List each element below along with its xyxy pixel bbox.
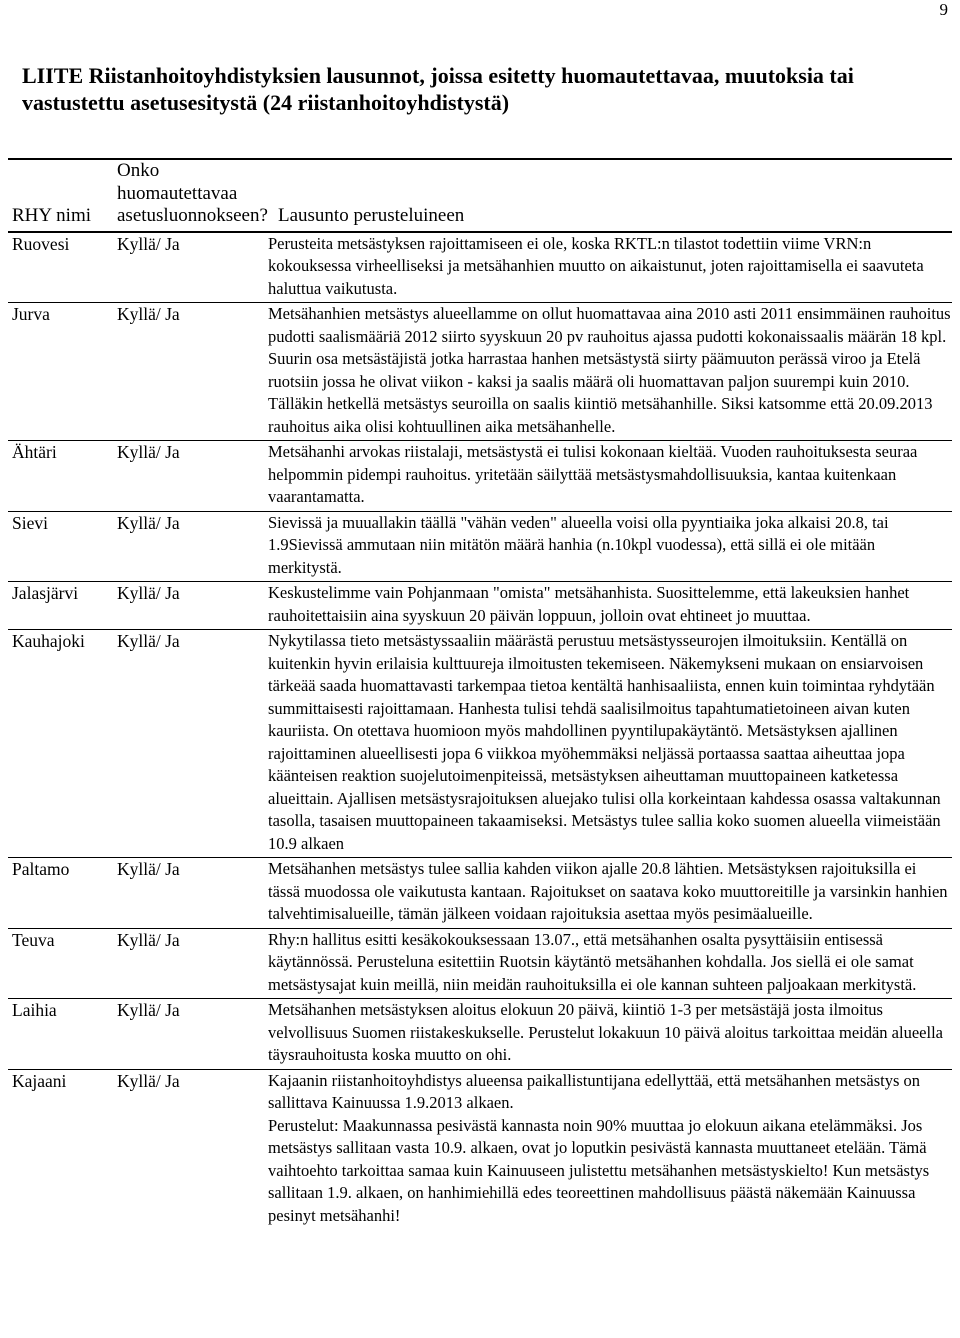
table-row — [8, 999, 952, 1070]
rhy-name: Ähtäri — [12, 442, 57, 462]
remarks-answer: Kyllä/ Ja — [117, 859, 180, 879]
table-row — [8, 303, 952, 441]
statement-text: Perusteita metsästyksen rajoittamiseen ei ole, koska RKTL:n tilastot todettiin viime VRN:n kokouksessa virheelliseksi ja metsähanhien muutto on aikaistunut, joten rajoittamisella ei saavuteta haluttua vaikutusta. — [268, 233, 924, 298]
statement-text: Metsähanhen metsästys tulee sallia kahden viikon ajalle 20.8 lähtien. Metsästyksen rajoituksilla ei tässä muodossa ole vaikutusta kantaan. Rajoitukset on saatava koko muuttoreitille ja varsinkin hanhien talvehtimisalueille, tämän jälkeen voidaan rajoituksia asettaa myös pesimäalueille. — [268, 859, 948, 923]
rhy-name: Kauhajoki — [12, 631, 85, 651]
table-row — [8, 858, 952, 929]
header-reasons: Lausunto perusteluineen — [278, 205, 465, 226]
rhy-name: Sievi — [12, 512, 48, 533]
table-row — [8, 511, 952, 582]
rhy-name: Teuva — [12, 929, 55, 950]
page-number: 9 — [939, 0, 948, 19]
statement-text: Nykytilassa tieto metsästyssaaliin määrästä perustuu metsästysseurojen ilmoituksiin. Kentällä on kuitenkin hyvin erilaisia kulttuureja ilmoitusten tekemiseen. Näkemykseni mukaan on ensiarvoisen tärkeää saada huomattavasti tarkempaa tietoa kentältä hanhisaaliista, ennen kuin toimintaa ryhdytään summittaisesti rajoittamaan. Hanhesta tulisi tehdä saalisilmoitus tapahtumatietoineen aivan kuten kauriista. On otettava huomioon myös mahdollinen pyyntilupakäytäntö. Metsästyksen ajallinen rajoittaminen alueellisesti jopa 6 viikkoa myöhemmäksi neljässä portaassa saattaa aiheuttaa jopa käänteisen reaktion suojelutoimenpiteissä, metsästyksen aiheuttaman muuttopaineen katketessa alueittain. Ajallisen metsästysrajoituksen aluejako tulisi olla korkeintaan kahdessa osassa valtakunnan tasolla, tasaisen muuttopaineen takaamiseksi. Metsästys tulee sallia koko suomen alueella viimeistään 10.9 alkaen — [268, 631, 941, 853]
table-row — [8, 1069, 952, 1229]
table-row — [8, 630, 952, 858]
header-has-remarks: Onko huomautettavaa asetusluonnokseen? — [117, 160, 268, 226]
statement-paragraph-extra: Perustelut: Maakunnassa pesivästä kannasta noin 90% muuttaa jo elokuun aikana etelämmäksi. Jos metsästys sallitaan vasta 10.9. alkaen, ovat jo loputkin pesivästä kannasta muuttaneet etelään. Tämä vaihtoehto tarkoittaa samaa kuin Kainuuseen julistettu metsähanhen metsästyskielto! Kun metsästys sallitaan 1.9. alkaen, on hanhimiehillä edes teoreettinen mahdollisuus päästä näkemään Kainuussa pesinyt metsähanhi! — [268, 1115, 930, 1225]
remarks-answer: Kyllä/ Ja — [117, 1000, 180, 1020]
statement-text: Metsähanhi arvokas riistalaji, metsästystä ei tulisi kokonaan kieltää. Vuoden rauhoituksesta seuraa helpommin pidempi rauhoitus. yritetään säilyttää metsästysmahdollisuuksia, kantaa kuitenkaan vaarantamatta. — [268, 442, 918, 506]
table-row — [8, 232, 952, 303]
statement-paragraph: Kajaanin riistanhoitoyhdistys alueensa paikallistuntijana edellyttää, että metsähanhen metsästys on sallittava Kainuussa 1.9.2013 alkaen. — [268, 1070, 921, 1112]
statement-text: Sievissä ja muuallakin täällä "vähän veden" alueella voisi olla pyyntiaika joka alkaisi 20.8, tai 1.9Sievissä ammutaan niin mitätön määrä hanhia (n.10kpl vuodessa), että sillä ei ole mitään merkitystä. — [268, 512, 889, 577]
header-rhy-name: RHY nimi — [12, 205, 91, 226]
statement-text — [264, 1069, 952, 1229]
rhy-name: Jurva — [12, 304, 50, 324]
rhy-name: Ruovesi — [12, 233, 70, 254]
rhy-name: Laihia — [12, 1000, 57, 1020]
statements-table — [8, 158, 952, 1229]
table-header-row — [8, 159, 952, 232]
statement-text: Rhy:n hallitus esitti kesäkokouksessaan 13.07., että metsähanhen osalta pysyttäisiin entisessä käytännössä. Perusteluna esitettiin Ruotsin käytäntö metsähanhen kohdalla. Jos siellä ei ole samat metsästysajat kuin meillä, niin meidän rauhoituksilla ei ole kannan suhteen paljoakaan merkitystä. — [268, 929, 917, 994]
rhy-name: Jalasjärvi — [12, 583, 79, 603]
table-row — [8, 441, 952, 512]
statement-text: Keskustelimme vain Pohjanmaan "omista" metsähanhista. Suosittelemme, että lakeuksien hanhet rauhoitettaisiin aina syyskuun 20 päivän loppuun, jolloin ovat ehtineet jo muuttaa. — [268, 583, 910, 625]
remarks-answer: Kyllä/ Ja — [117, 512, 180, 533]
remarks-answer: Kyllä/ Ja — [117, 583, 180, 603]
rhy-name: Paltamo — [12, 859, 70, 879]
remarks-answer: Kyllä/ Ja — [117, 929, 180, 950]
remarks-answer: Kyllä/ Ja — [117, 304, 180, 324]
appendix-heading: LIITE Riistanhoitoyhdistyksien lausunnot, joissa esitetty huomautettavaa, muutoksia tai vastustettu asetusesitystä (24 riistanhoitoyhdistystä) — [22, 63, 854, 115]
rhy-name: Kajaani — [12, 1070, 67, 1091]
remarks-answer: Kyllä/ Ja — [117, 442, 180, 462]
remarks-answer: Kyllä/ Ja — [117, 631, 180, 651]
remarks-answer: Kyllä/ Ja — [117, 1070, 180, 1091]
statement-text: Metsähanhen metsästyksen aloitus elokuun 20 päivä, kiintiö 1-3 per metsästäjä josta ilmoitus velvollisuus Suomen riistakeskukselle. Perustelut lokakuun 10 päivä aloitus tarkoittaa meidän alueella täysrauhoitusta koska muutto on ohi. — [268, 1000, 943, 1064]
statement-text: Metsähanhien metsästys alueellamme on ollut huomattavaa aina 2010 asti 2011 ensimmäinen rauhoitus pudotti saalismääriä 2012 siirto syyskuun 20 pv rauhoitus ajassa pudotti kokonaissaalis määrän 18 kpl. Suurin osa metsästäjistä jotka harrastaa hanhen metsästystä siirty päämuuton perässä viroo ja Etelä ruotsiin jossa he olivat viikon - kaksi ja saalis määrä oli huomattavan paljon suurempi kuin 2010. Tälläkin hetkellä metsästys seuroilla on saalis kiintiö metsähanhille. Siksi katsomme että 20.09.2013 rauhoitus aika olisi kohtuullinen aika metsähanhelle. — [268, 304, 951, 436]
table-row — [8, 582, 952, 630]
remarks-answer: Kyllä/ Ja — [117, 233, 180, 254]
table-row — [8, 928, 952, 999]
